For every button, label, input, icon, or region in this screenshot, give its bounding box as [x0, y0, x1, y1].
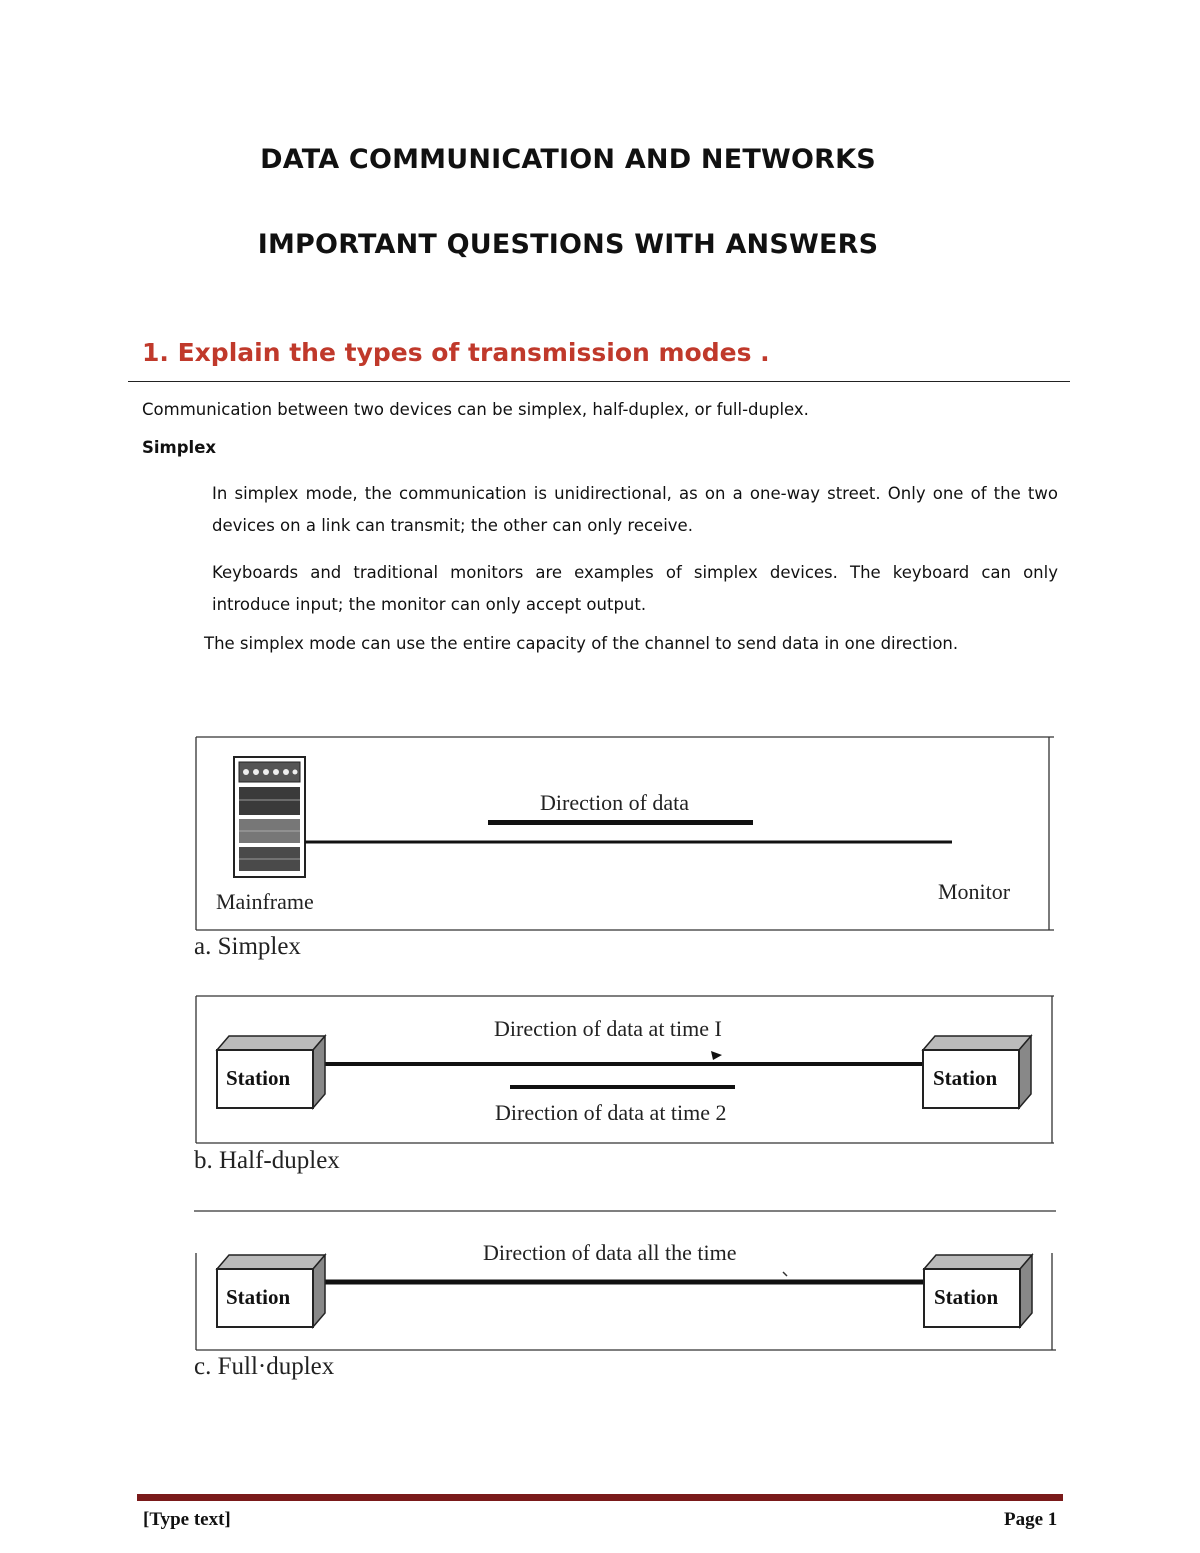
- document-subtitle: IMPORTANT QUESTIONS WITH ANSWERS: [257, 229, 879, 260]
- paragraph-simplex-definition: In simplex mode, the communication is unidirectional, as on a one-way street. Only one of the two devices on a link can transmit; the other can only receive.: [212, 484, 1058, 535]
- simplex-direction-label: Direction of data: [540, 790, 690, 815]
- heading-rule: [128, 381, 1070, 382]
- intro-paragraph: Communication between two devices can be simplex, half-duplex, or full-duplex.: [142, 400, 809, 419]
- paragraph-simplex-capacity: The simplex mode can use the entire capacity of the channel to send data in one direction.: [204, 634, 959, 653]
- document-title: DATA COMMUNICATION AND NETWORKS: [260, 144, 876, 175]
- simplex-frame: [196, 737, 1054, 930]
- station-right-half-duplex: [921, 1034, 1033, 1110]
- half-duplex-direction-bar: [510, 1085, 735, 1089]
- page-number: Page 1: [1004, 1509, 1058, 1530]
- station-left-full-duplex: [215, 1253, 327, 1329]
- paragraph-simplex-examples: Keyboards and traditional monitors are examples of simplex devices. The keyboard can only introduce input; the monitor can only accept output.: [212, 563, 1058, 614]
- footer-rule: [137, 1494, 1063, 1501]
- footer-left-text: [Type text]: [143, 1509, 231, 1530]
- mainframe-icon: [234, 757, 305, 877]
- station-label: Station: [933, 1066, 998, 1090]
- question-heading: 1. Explain the types of transmission modes .: [142, 338, 770, 367]
- half-duplex-label-time1: Direction of data at time I: [494, 1016, 722, 1041]
- caption-simplex: a. Simplex: [194, 933, 301, 960]
- caption-full-duplex: c. Full·duplex: [194, 1353, 335, 1380]
- station-left-half-duplex: [215, 1034, 327, 1110]
- full-duplex-direction-label: Direction of data all the time: [483, 1240, 737, 1265]
- section-heading-simplex: Simplex: [142, 438, 217, 457]
- half-duplex-label-time2: Direction of data at time 2: [495, 1100, 727, 1125]
- monitor-label: Monitor: [938, 879, 1011, 904]
- station-label: Station: [934, 1285, 999, 1309]
- mainframe-label: Mainframe: [216, 889, 314, 914]
- full-duplex-tick: [783, 1272, 787, 1276]
- half-duplex-arrowhead: [711, 1051, 722, 1060]
- station-label: Station: [226, 1066, 291, 1090]
- station-right-full-duplex: [922, 1253, 1034, 1329]
- simplex-direction-bar: [488, 820, 753, 825]
- station-label: Station: [226, 1285, 291, 1309]
- caption-half-duplex: b. Half-duplex: [194, 1147, 340, 1174]
